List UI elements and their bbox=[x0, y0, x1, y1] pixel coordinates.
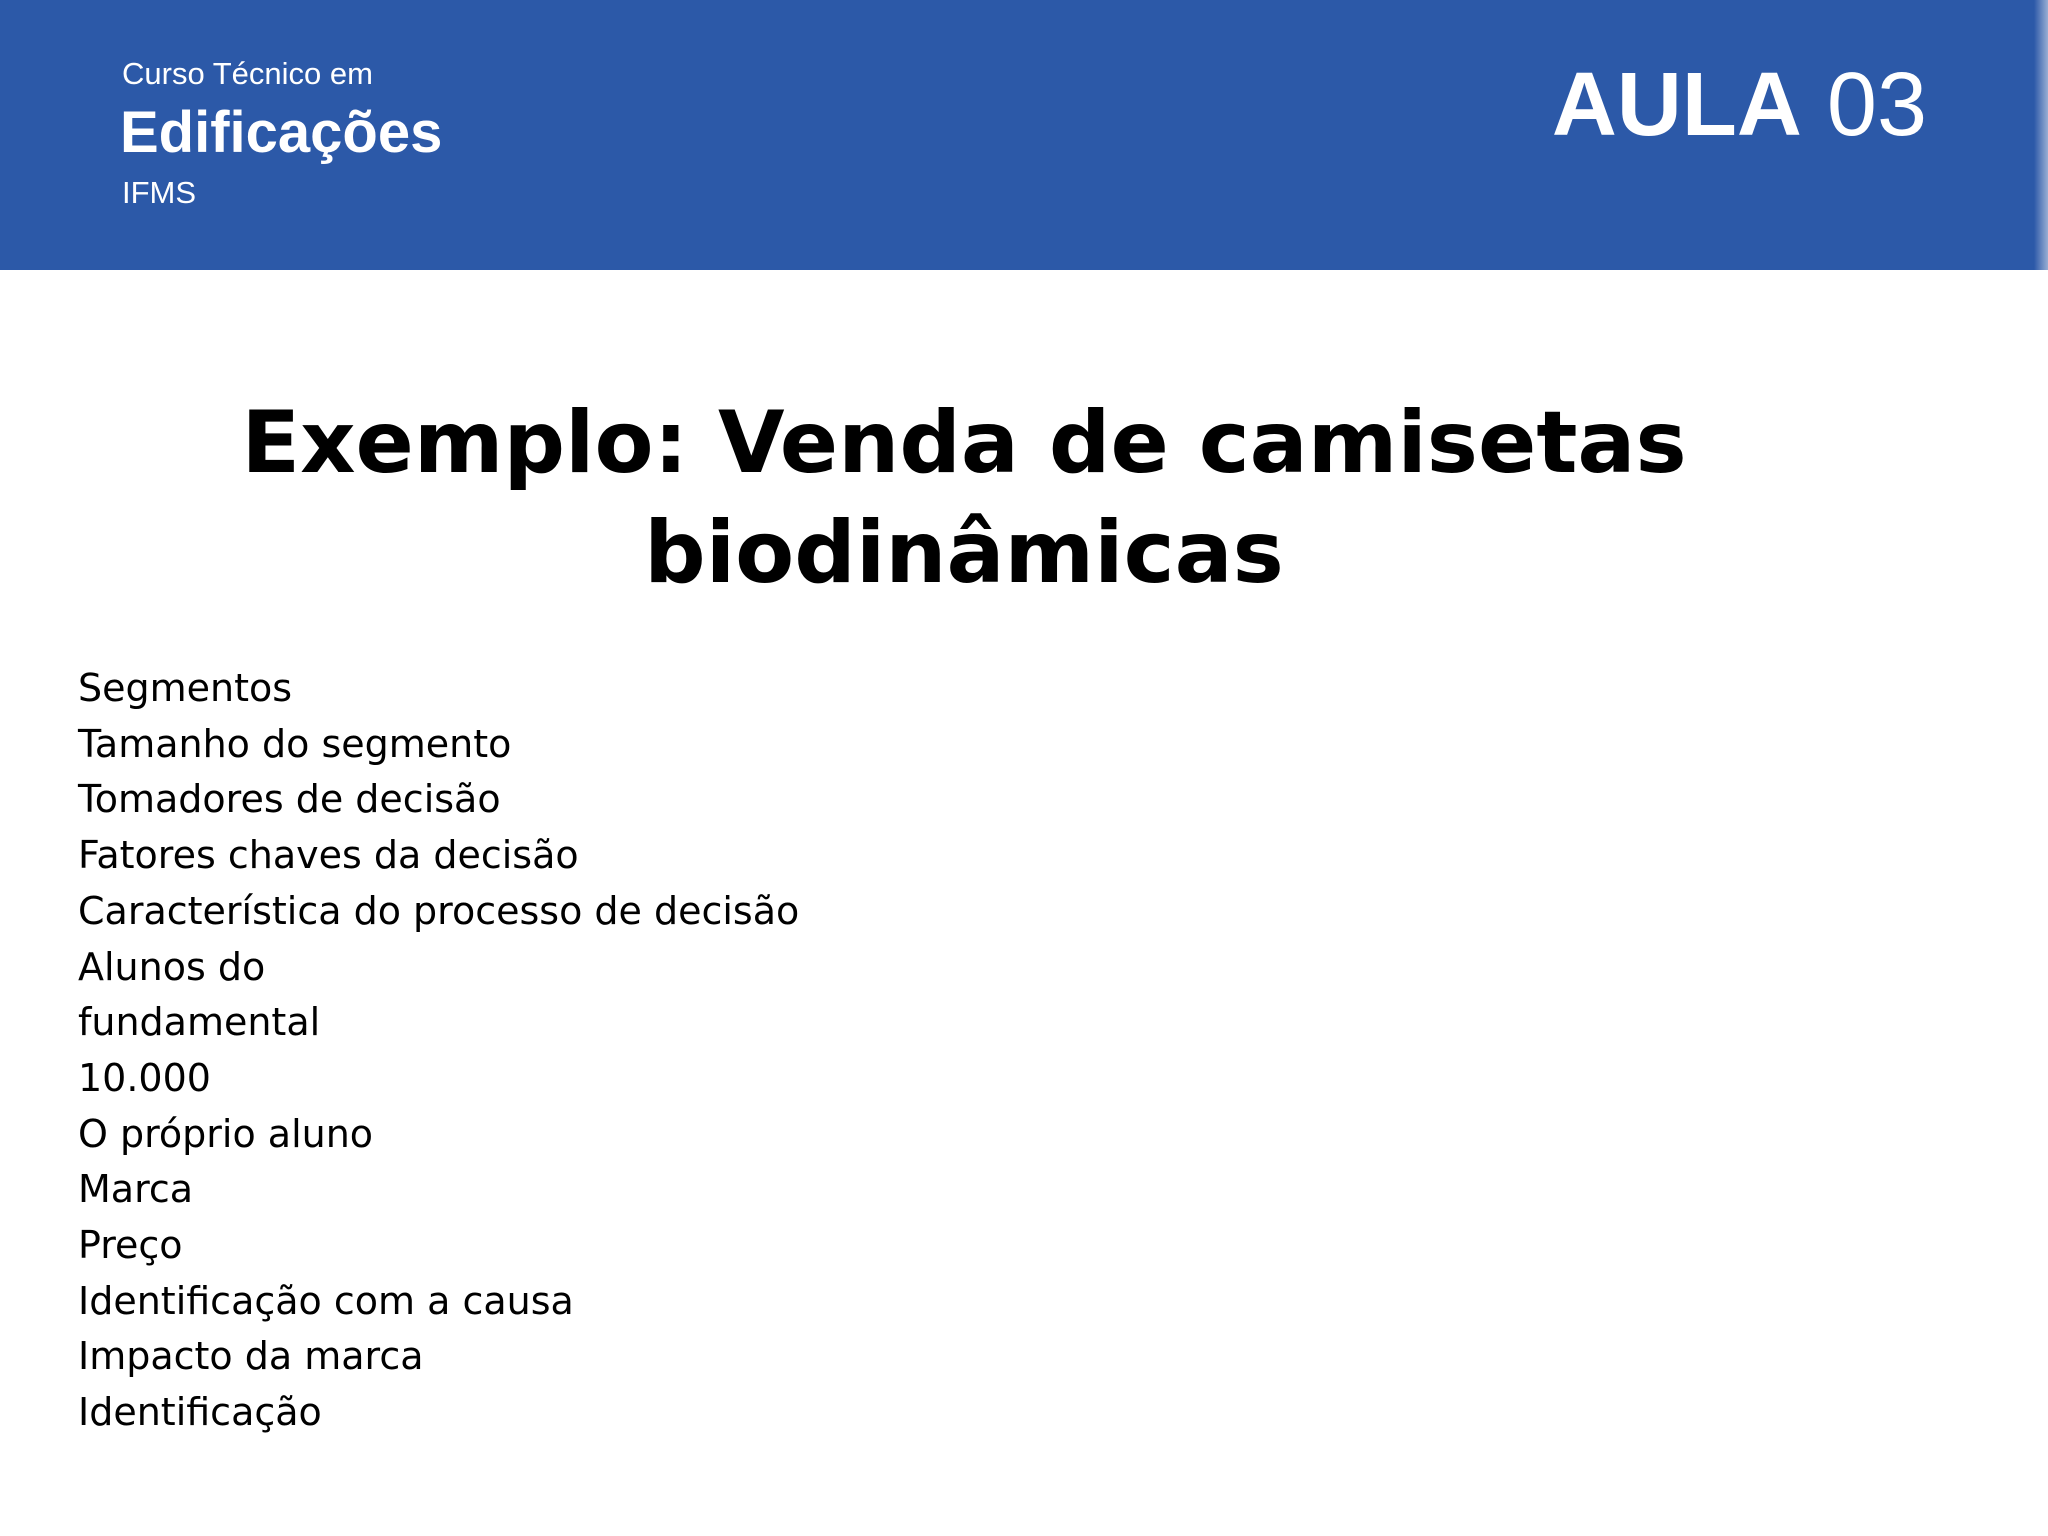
list-item: Tamanho do segmento bbox=[78, 721, 512, 766]
content-list bbox=[78, 661, 799, 1441]
list-item: Identificação bbox=[78, 1390, 322, 1435]
lesson-word: AULA bbox=[1551, 55, 1802, 155]
institution-name: IFMS bbox=[122, 175, 197, 210]
list-item: O próprio aluno bbox=[78, 1111, 374, 1156]
header-edge-shadow bbox=[2034, 0, 2048, 270]
list-item: Marca bbox=[78, 1167, 194, 1212]
list-item: fundamental bbox=[78, 1000, 321, 1045]
slide-title bbox=[164, 388, 1764, 608]
lesson-label bbox=[1551, 55, 1927, 155]
course-prefix: Curso Técnico em bbox=[122, 56, 373, 91]
list-item: Tomadores de decisão bbox=[78, 777, 501, 822]
slide-header bbox=[0, 0, 2048, 270]
list-item: 10.000 bbox=[78, 1055, 211, 1100]
list-item: Impacto da marca bbox=[78, 1334, 424, 1379]
list-item: Preço bbox=[78, 1223, 183, 1268]
list-item: Identificação com a causa bbox=[78, 1278, 574, 1323]
list-item: Alunos do bbox=[78, 944, 266, 989]
list-item: Característica do processo de decisão bbox=[78, 888, 800, 933]
slide-title-line-1: Exemplo: Venda de camisetas bbox=[241, 393, 1687, 493]
course-name: Edificações bbox=[120, 100, 443, 165]
slide-title-line-2: biodinâmicas bbox=[644, 503, 1284, 603]
list-item: Fatores chaves da decisão bbox=[78, 833, 579, 878]
lesson-number: 03 bbox=[1826, 55, 1927, 155]
list-item: Segmentos bbox=[78, 666, 293, 710]
